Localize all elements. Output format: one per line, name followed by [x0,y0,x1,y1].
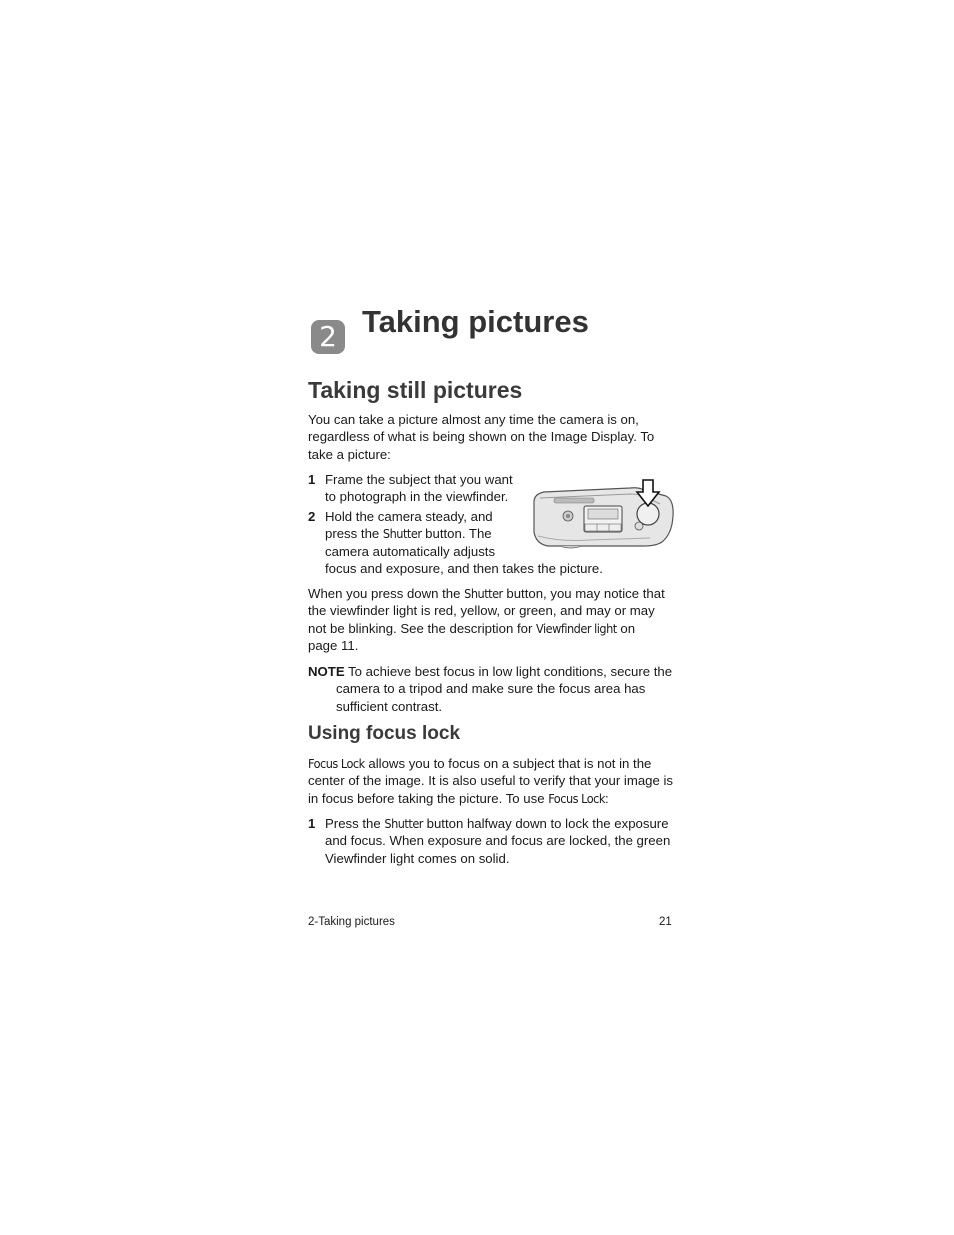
footer-page-number: 21 [659,916,672,928]
footer-chapter-label: 2-Taking pictures [308,916,395,928]
step-text-line: to photograph in the viewfinder. [325,489,509,505]
text-segment: When you press down the [308,586,465,601]
shutter-keyword: Shutter [382,526,422,542]
text-segment: allows you to focus on a subject that is not in the [364,756,652,771]
text-segment: press the [325,526,383,542]
focus-lock-keyword: Focus Lock [548,790,605,806]
note-first-line [308,664,672,679]
text-line [308,756,651,771]
text-segment: in focus before taking the picture. To use [308,790,549,806]
text-segment: Press the [325,816,385,831]
text-segment: : [604,790,609,806]
step-1-frame-subject [308,471,513,506]
note-text: To achieve best focus in low light conditions, secure the [344,664,673,679]
focus-lock-step-1 [308,815,670,867]
focus-lock-keyword: Focus Lock [308,756,365,771]
note-text-line: sufficient contrast. [336,698,443,714]
note-block [308,663,674,715]
viewfinder-light-keyword: Viewfinder light [536,620,617,636]
shutter-keyword: Shutter [464,586,503,601]
step-text-line: Frame the subject that you want [325,472,513,487]
text-line [308,791,609,806]
text-line: center of the image. It is also useful to verify that your image is [308,773,674,789]
step-text-line: focus and exposure, and then takes the picture. [325,560,603,576]
step-text-line: and focus. When exposure and focus are locked, the green [325,833,671,849]
text-segment: on [616,620,636,636]
step-number: 1 [308,816,316,831]
intro-paragraph: You can take a picture almost any time the camera is on, regardless of what is being shown on the Image Display. To take a picture: [308,412,655,462]
text-line [308,586,665,601]
chapter-number-badge: 2 [311,320,345,354]
text-segment: not be blinking. See the description for [308,620,536,636]
step-text-line [325,815,670,832]
section-heading-focus-lock: Using focus lock [308,723,461,744]
note-label: NOTE [308,664,345,679]
shutter-light-paragraph [308,585,674,654]
step-text-line: Hold the camera steady, and [325,509,493,524]
text-line: page 11. [308,637,359,653]
text-segment: button, you may notice that [502,586,665,601]
step-text-line: camera automatically adjusts [325,543,496,559]
step-number: 1 [308,472,316,487]
text-segment: button halfway down to lock the exposure [422,816,669,831]
step-number: 2 [308,509,316,524]
text-line: the viewfinder light is red, yellow, or green, and may or may [308,603,655,619]
section-heading-still-pictures: Taking still pictures [308,377,523,403]
shutter-keyword: Shutter [384,816,423,831]
note-text-line: camera to a tripod and make sure the focus area has [336,681,646,697]
chapter-title: Taking pictures [362,304,589,339]
focus-lock-paragraph [308,755,674,807]
step-text-line: Viewfinder light comes on solid. [325,850,510,866]
text-segment: button. The [421,526,492,542]
camera-top-illustration [530,476,676,550]
text-line [308,621,635,636]
